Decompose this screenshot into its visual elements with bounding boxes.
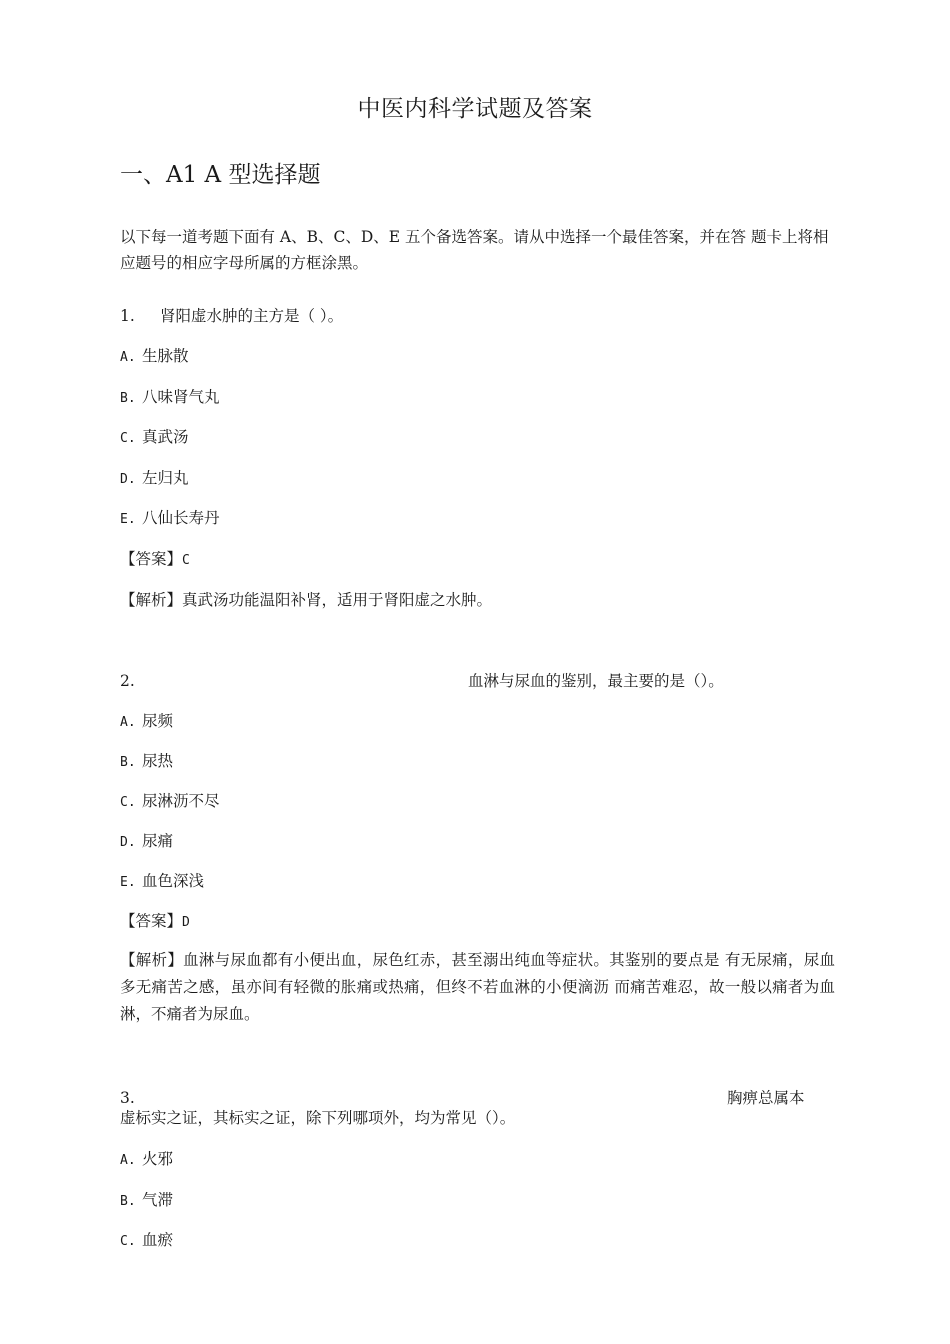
option-text: 气滞 (142, 1191, 174, 1209)
question-2-option-c (120, 789, 220, 815)
question-2-option-b (120, 749, 173, 775)
analysis-text: 真武汤功能温阳补肾，适用于肾阳虚之水肿。 (182, 591, 493, 609)
option-text: 真武汤 (142, 428, 189, 446)
option-text: 火邪 (142, 1150, 174, 1168)
question-3-stem-part1: 胸痹总属本 (727, 1089, 805, 1107)
question-2-analysis (120, 947, 835, 1028)
section-heading: 一、A1 A 型选择题 (120, 162, 321, 188)
option-letter: A. (120, 715, 136, 730)
question-number: 2. (120, 672, 135, 690)
option-text: 尿频 (142, 712, 174, 730)
analysis-label: 【解析】 (120, 591, 183, 609)
option-text: 尿痛 (142, 832, 174, 850)
analysis-label: 【解析】 (120, 951, 184, 969)
option-text: 八味肾气丸 (142, 388, 220, 406)
option-letter: A. (120, 1153, 136, 1168)
document-title: 中医内科学试题及答案 (357, 96, 593, 122)
question-1-stem (120, 304, 343, 328)
option-letter: C. (120, 1234, 136, 1249)
option-letter: D. (120, 835, 136, 850)
answer-label: 【答案】 (120, 912, 183, 930)
question-1-option-c (120, 425, 189, 451)
answer-value: C (182, 553, 190, 568)
question-1-option-b (120, 385, 220, 411)
question-2-number-line (120, 669, 135, 693)
question-3-option-a (120, 1147, 173, 1173)
option-text: 血色深浅 (142, 872, 205, 890)
analysis-text: 血淋与尿血都有小便出血，尿色红赤，甚至溺出纯血等症状。其鉴别的要点是 有无尿痛，尿血多无痛苦之感，虽亦间有轻微的胀痛或热痛，但终不若血淋的小便滴沥 而痛苦难忍，故一般以痛者为血淋，不痛者为尿血。 (120, 951, 835, 1023)
option-letter: B. (120, 1194, 136, 1209)
option-text: 八仙长寿丹 (142, 509, 220, 527)
question-3-option-c (120, 1228, 173, 1254)
option-text: 尿热 (142, 752, 174, 770)
option-letter: C. (120, 795, 136, 810)
answer-value: D (182, 915, 190, 930)
question-1-answer (120, 547, 190, 573)
option-letter: A. (120, 350, 136, 365)
question-1-analysis (120, 588, 492, 612)
option-letter: E. (120, 875, 136, 890)
question-3-option-b (120, 1188, 173, 1214)
question-text: 肾阳虚水肿的主方是（ ）。 (160, 307, 344, 325)
option-text: 左归丸 (142, 469, 189, 487)
option-letter: E. (120, 512, 136, 527)
option-letter: D. (120, 472, 136, 487)
question-2-option-e (120, 869, 204, 895)
question-2-option-a (120, 709, 173, 735)
question-1-option-d (120, 466, 189, 492)
question-2-answer (120, 909, 190, 935)
question-1-option-a (120, 344, 189, 370)
question-2-stem: 血淋与尿血的鉴别，最主要的是（）。 (468, 672, 724, 690)
question-3-stem-part2: 虚标实之证，其标实之证，除下列哪项外，均为常见（）。 (120, 1109, 516, 1127)
question-2-option-d (120, 829, 173, 855)
option-text: 生脉散 (142, 347, 189, 365)
question-number: 3. (120, 1089, 135, 1107)
question-number: 1. (120, 307, 135, 325)
answer-label: 【答案】 (120, 550, 183, 568)
option-letter: B. (120, 755, 136, 770)
instructions-paragraph: 以下每一道考题下面有 A、B、C、D、E 五个备选答案。请从中选择一个最佳答案，并在答 题卡上将相应题号的相应字母所属的方框涂黑。 (120, 228, 829, 272)
option-letter: C. (120, 431, 136, 446)
option-text: 血瘀 (142, 1231, 174, 1249)
option-letter: B. (120, 391, 136, 406)
question-1-option-e (120, 506, 220, 532)
option-text: 尿淋沥不尽 (142, 792, 220, 810)
